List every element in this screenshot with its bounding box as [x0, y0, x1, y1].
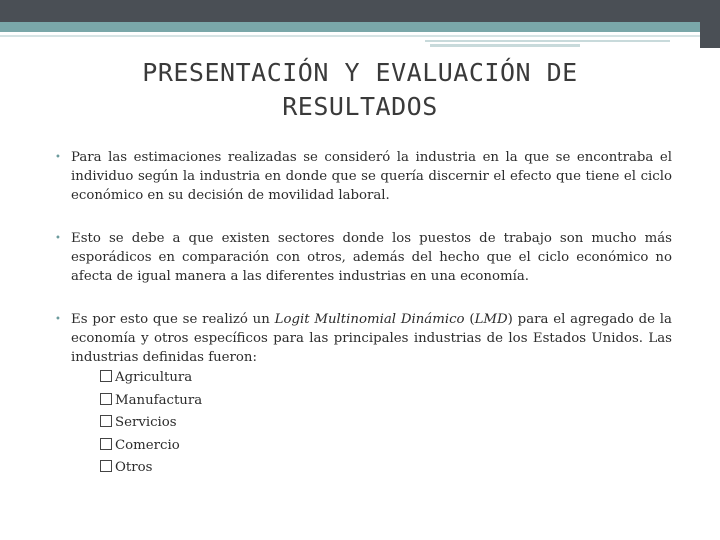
- checkbox-icon: [100, 460, 112, 472]
- bullet-text: (: [464, 312, 475, 327]
- bullet-dot-icon: •: [55, 233, 61, 244]
- bullet-dot-icon: •: [55, 314, 61, 325]
- checkbox-icon: [100, 415, 112, 427]
- bullet-text: Es por esto que se realizó un: [71, 312, 275, 327]
- list-item-label: Agricultura: [115, 370, 193, 385]
- slide-content: [52, 148, 672, 480]
- bullet-paragraph: [52, 229, 672, 286]
- bullet-text: Para las estimaciones realizadas se consideró la industria en la que se encontraba el individuo según la industria en donde que se quería discernir el efecto que tiene el ciclo económico en su decisión de movilidad laboral.: [71, 150, 672, 203]
- list-item: [71, 412, 672, 435]
- slide-title: PRESENTACIÓN Y EVALUACIÓN DE RESULTADOS: [142, 58, 578, 121]
- list-item: [71, 390, 672, 413]
- bullet-paragraph: [52, 310, 672, 480]
- decorative-line: [0, 35, 700, 37]
- list-item-label: Servicios: [115, 415, 177, 430]
- checkbox-icon: [100, 438, 112, 450]
- bullet-paragraph: [52, 148, 672, 205]
- model-abbreviation: LMD: [474, 312, 508, 327]
- decorative-line: [430, 44, 580, 47]
- list-item-label: Otros: [115, 460, 153, 475]
- model-name: Logit Multinomial Dinámico: [274, 312, 465, 327]
- top-bar-dark: [0, 0, 700, 22]
- list-item: [71, 435, 672, 458]
- list-item-label: Comercio: [115, 437, 180, 453]
- top-bar-corner: [700, 0, 720, 48]
- top-bar-accent: [0, 22, 700, 32]
- bullet-dot-icon: •: [55, 152, 61, 163]
- list-item-label: Manufactura: [115, 392, 203, 408]
- bullet-text: ) para el agregado de la economía y otros específicos para las principales industrias de los Estados Unidos. Las industrias definidas fueron:: [71, 312, 672, 365]
- checkbox-icon: [100, 370, 112, 382]
- list-item: [71, 367, 672, 390]
- checkbox-icon: [100, 393, 112, 405]
- list-item: [71, 457, 672, 480]
- industry-list: [71, 367, 672, 480]
- bullet-text: Esto se debe a que existen sectores donde los puestos de trabajo son mucho más esporádicos en comparación con otros, además del hecho que el ciclo económico no afecta de igual manera a las diferentes industrias en una economía.: [71, 231, 672, 284]
- decorative-line: [425, 40, 670, 42]
